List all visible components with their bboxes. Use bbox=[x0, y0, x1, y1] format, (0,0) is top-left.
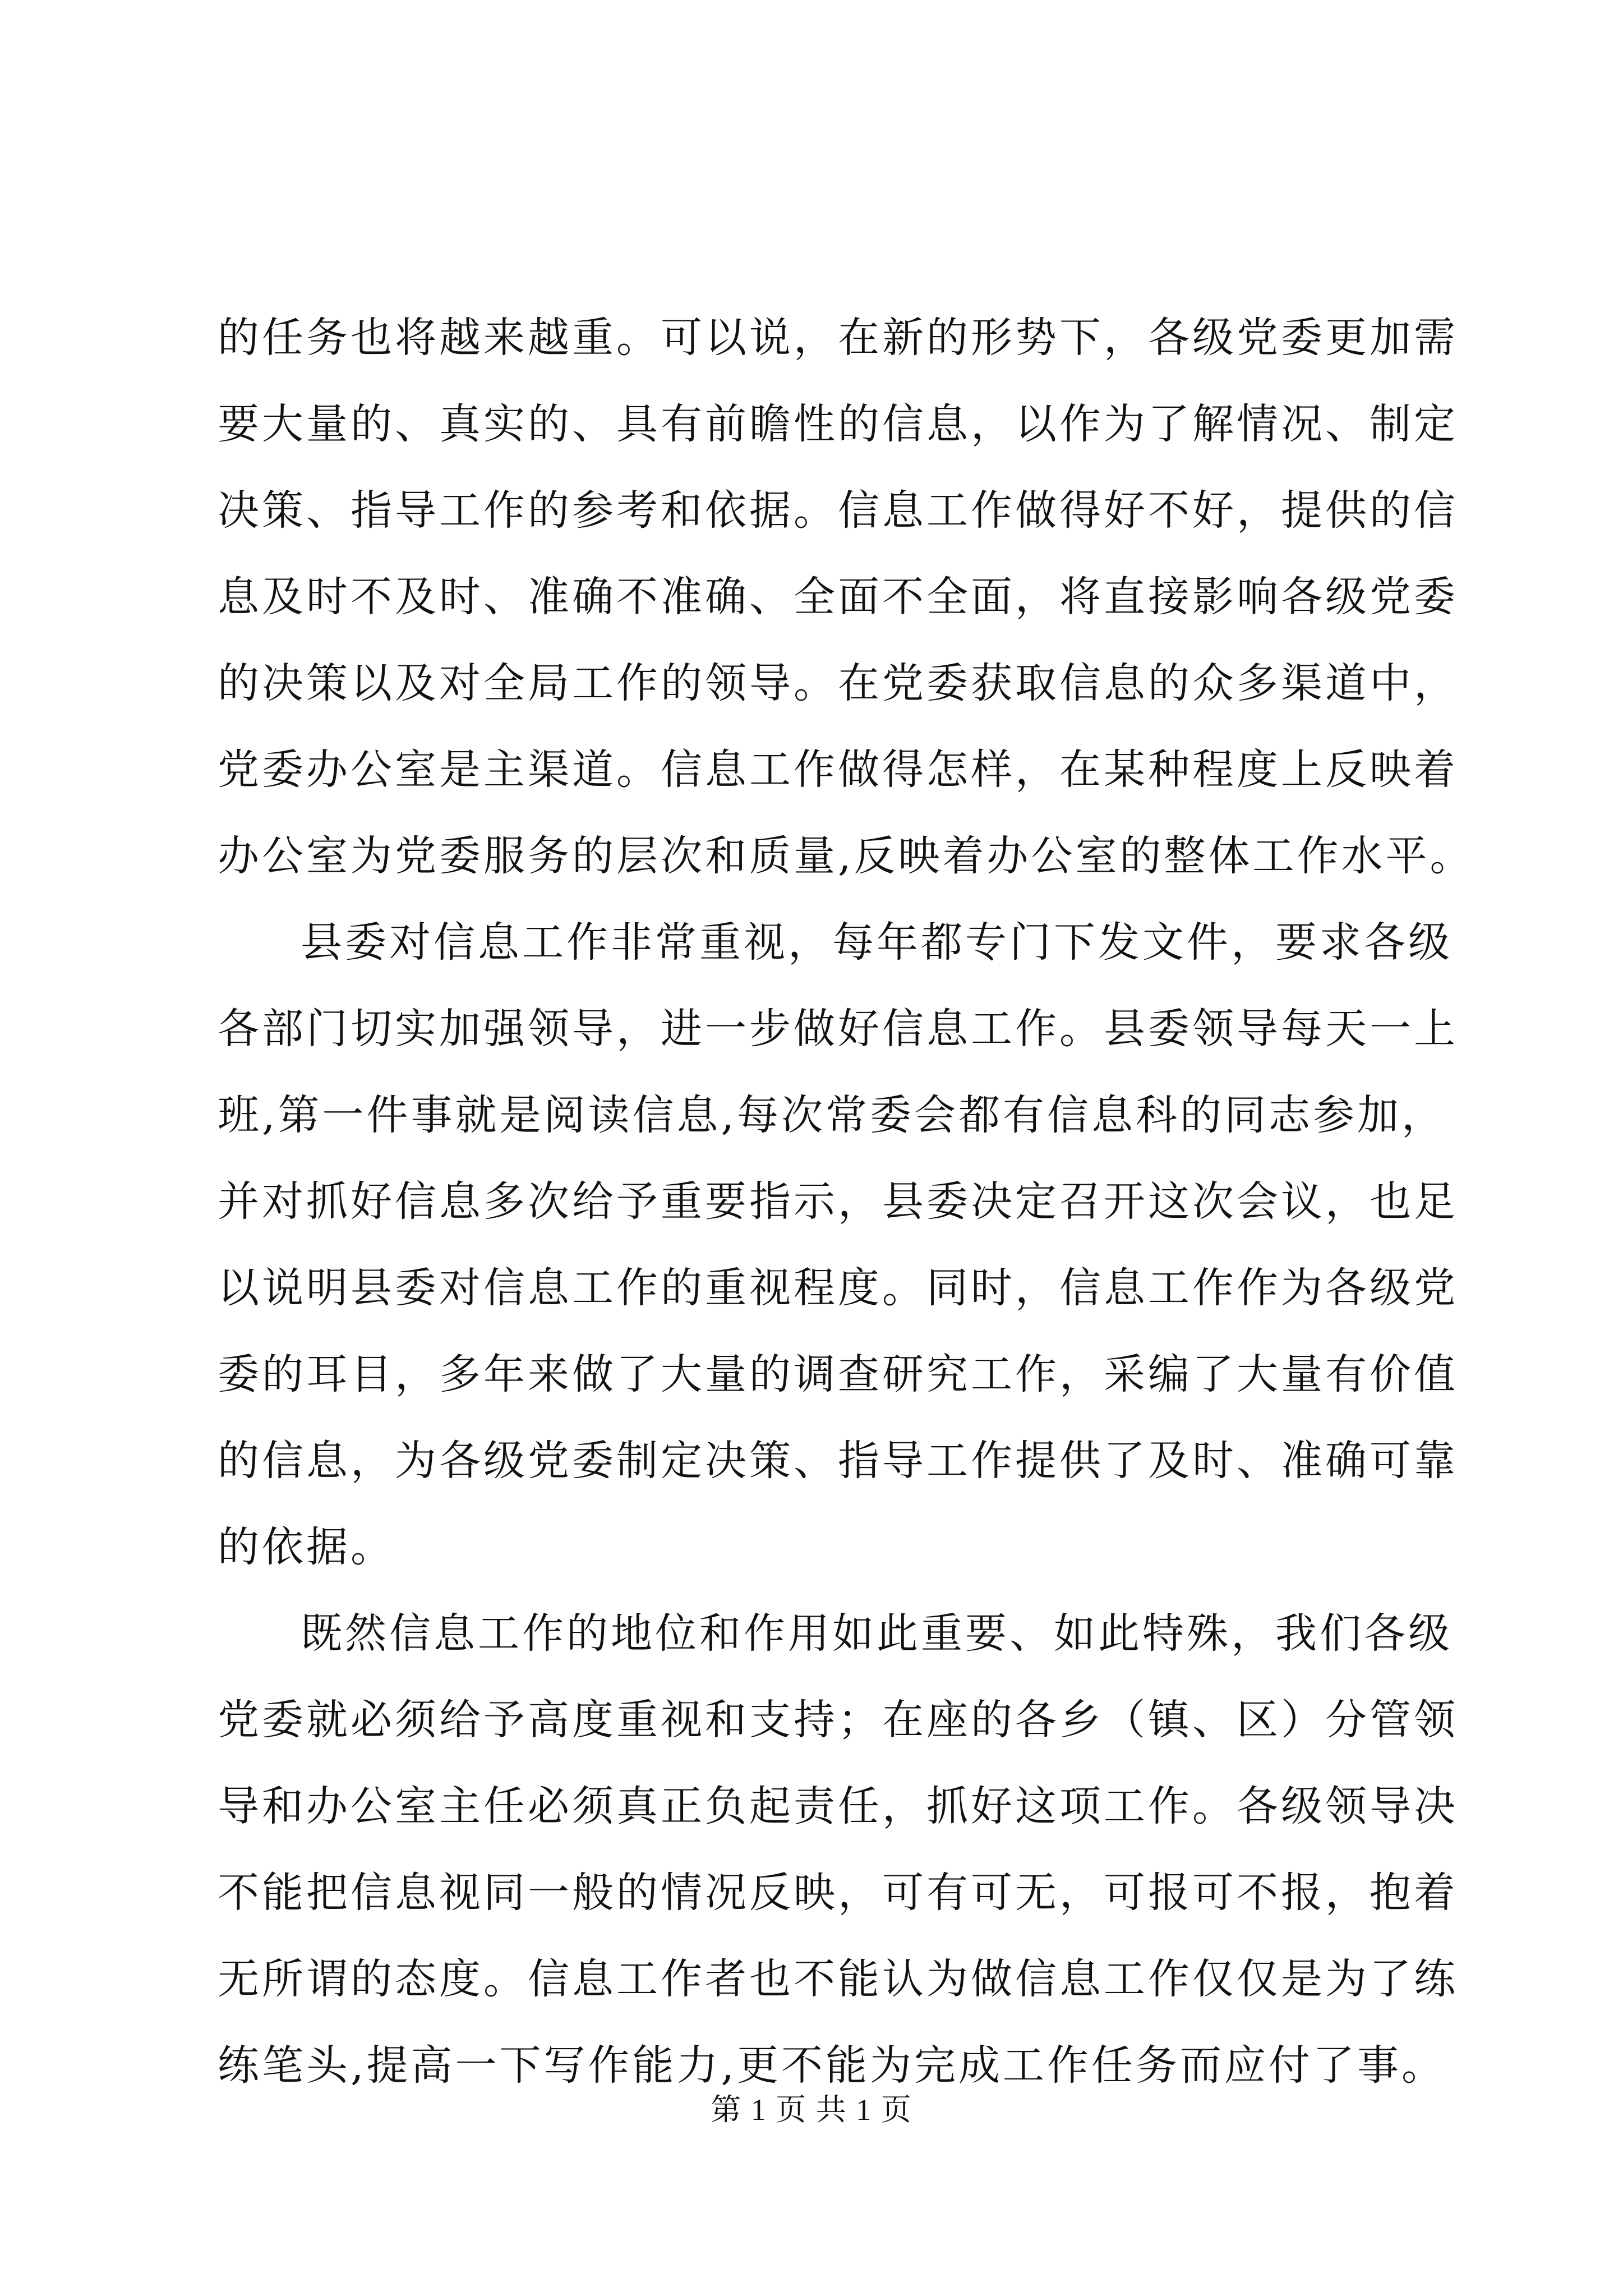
text-line: 班,第一件事就是阅读信息,每次常委会都有信息科的同志参加， bbox=[218, 1091, 1446, 1139]
page-number-footer: 第 1 页 共 1 页 bbox=[711, 2093, 912, 2127]
text-line: 不能把信息视同一般的情况反映，可有可无，可报可不报，抱着 bbox=[218, 1869, 1458, 1917]
text-line: 的依据。 bbox=[218, 1523, 395, 1571]
paragraph-1 bbox=[218, 295, 1474, 899]
text-line: 办公室为党委服务的层次和质量,反映着办公室的整体工作水平。 bbox=[218, 832, 1474, 880]
text-line: 的任务也将越来越重。可以说，在新的形势下，各级党委更加需 bbox=[218, 314, 1458, 362]
text-line: 的信息，为各级党委制定决策、指导工作提供了及时、准确可靠 bbox=[218, 1437, 1458, 1485]
text-line: 要大量的、真实的、具有前瞻性的信息，以作为了解情况、制定 bbox=[218, 400, 1458, 448]
text-line: 各部门切实加强领导，进一步做好信息工作。县委领导每天一上 bbox=[218, 1005, 1458, 1053]
paragraph-2 bbox=[218, 899, 1458, 1590]
text-line: 练笔头,提高一下写作能力,更不能为完成工作任务而应付了事。 bbox=[218, 2041, 1446, 2090]
text-line: 导和办公室主任必须真正负起责任，抓好这项工作。各级领导决 bbox=[218, 1782, 1458, 1830]
text-line: 无所谓的态度。信息工作者也不能认为做信息工作仅仅是为了练 bbox=[218, 1955, 1458, 2003]
text-line: 既然信息工作的地位和作用如此重要、如此特殊，我们各级 bbox=[301, 1609, 1453, 1658]
text-line: 决策、指导工作的参考和依据。信息工作做得好不好，提供的信 bbox=[218, 486, 1458, 535]
paragraph-3 bbox=[218, 1590, 1458, 2109]
text-line: 委的耳目，多年来做了大量的调查研究工作，采编了大量有价值 bbox=[218, 1350, 1458, 1398]
document-body bbox=[218, 295, 1474, 2109]
text-line: 的决策以及对全局工作的领导。在党委获取信息的众多渠道中， bbox=[218, 659, 1458, 707]
text-line: 息及时不及时、准确不准确、全面不全面，将直接影响各级党委 bbox=[218, 573, 1458, 621]
text-line: 党委办公室是主渠道。信息工作做得怎样，在某种程度上反映着 bbox=[218, 746, 1458, 794]
text-line: 并对抓好信息多次给予重要指示，县委决定召开这次会议，也足 bbox=[218, 1177, 1458, 1226]
text-line: 以说明县委对信息工作的重视程度。同时，信息工作作为各级党 bbox=[218, 1264, 1458, 1312]
text-line: 党委就必须给予高度重视和支持；在座的各乡（镇、区）分管领 bbox=[218, 1696, 1458, 1744]
text-line: 县委对信息工作非常重视，每年都专门下发文件，要求各级 bbox=[301, 918, 1453, 967]
